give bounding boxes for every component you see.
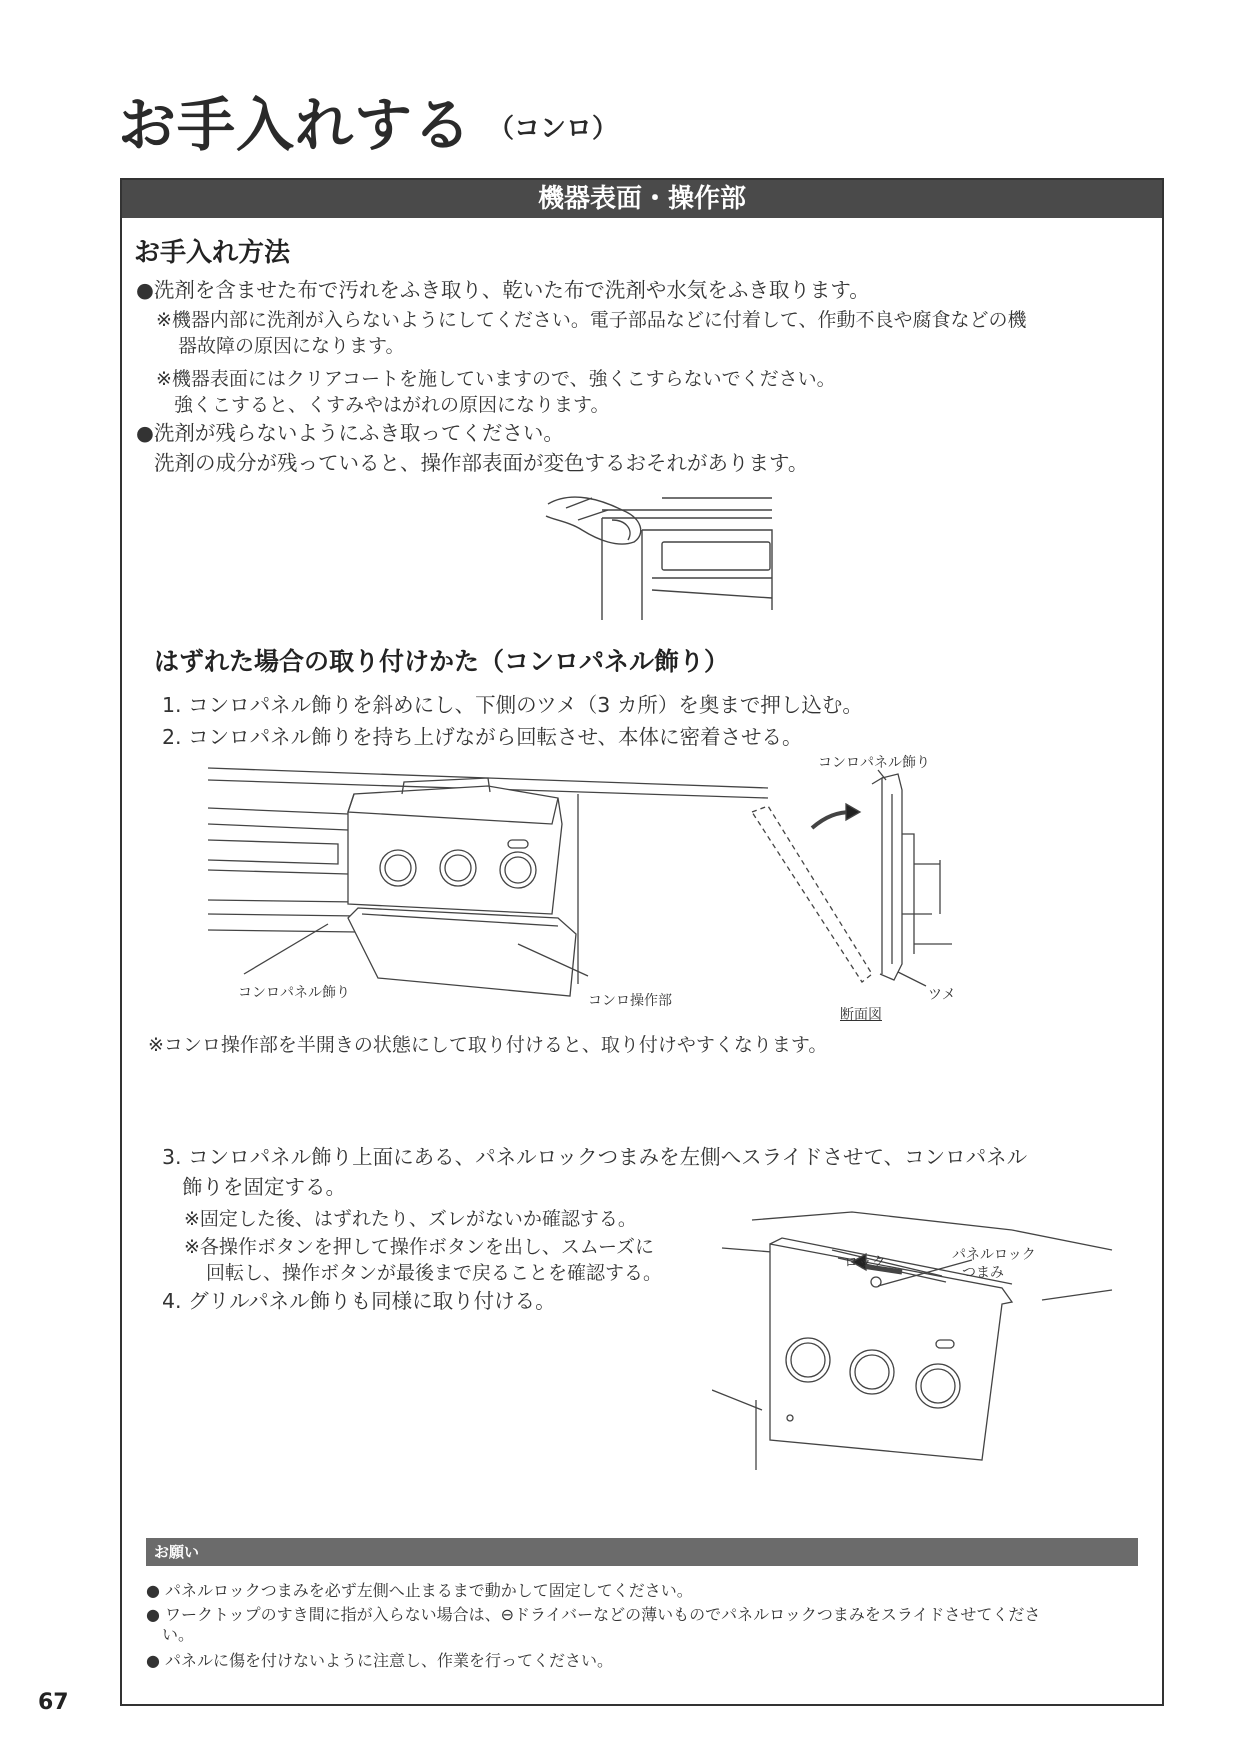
- request-2b: い。: [162, 1625, 195, 1644]
- method-note-2b: 強くこすると、くすみやはがれの原因になります。: [174, 394, 610, 416]
- page-number: 67: [38, 1690, 69, 1715]
- attach-note-4a: ※各操作ボタンを押して操作ボタンを出し、スムーズに: [184, 1236, 655, 1258]
- label-panel-trim-left: コンロパネル飾り: [238, 985, 350, 1001]
- page-subtitle: （コンロ）: [488, 114, 619, 144]
- request-2a: ● ワークトップのすき間に指が入らない場合は、⊖ドライバーなどの薄いものでパネルロックつまみをスライドさせてくださ: [146, 1605, 1041, 1624]
- label-claw: ツメ: [928, 987, 956, 1003]
- page-title: お手入れする: [118, 91, 473, 159]
- method-bullet-1: ●洗剤を含ませた布で汚れをふき取り、乾いた布で洗剤や水気をふき取ります。: [136, 278, 870, 302]
- method-note-1a: ※機器内部に洗剤が入らないようにしてください。電子部品などに付着して、作動不良や腐食などの機: [156, 309, 1027, 331]
- content-frame: [120, 178, 1164, 1706]
- request-heading: お願い: [146, 1538, 1138, 1566]
- attach-heading: はずれた場合の取り付けかた（コンロパネル飾り）: [154, 647, 730, 676]
- label-control-unit: コンロ操作部: [588, 993, 672, 1009]
- request-1: ● パネルロックつまみを必ず左側へ止まるまで動かして固定してください。: [146, 1581, 693, 1600]
- panel-attach-illustration: [208, 764, 768, 1010]
- panel-lock-illustration: [712, 1210, 1132, 1486]
- wiping-illustration: [542, 490, 782, 626]
- attach-note-4b: 回転し、操作ボタンが最後まで戻ることを確認する。: [206, 1262, 663, 1284]
- section-heading: 機器表面・操作部: [122, 180, 1162, 218]
- method-bullet-2-detail: 洗剤の成分が残っていると、操作部表面が変色するおそれがあります。: [154, 451, 809, 475]
- request-3: ● パネルに傷を付けないように注意し、作業を行ってください。: [146, 1651, 614, 1670]
- label-lock-knob-2: つまみ: [962, 1265, 1004, 1281]
- cross-section-illustration: [742, 754, 972, 1004]
- attach-step-4: 4. グリルパネル飾りも同様に取り付ける。: [162, 1289, 556, 1313]
- label-lock: ロック: [844, 1255, 886, 1271]
- method-heading: お手入れ方法: [134, 238, 291, 268]
- attach-note-3: ※固定した後、はずれたり、ズレがないか確認する。: [184, 1208, 637, 1230]
- attach-step-3b: 飾りを固定する。: [182, 1175, 346, 1199]
- method-bullet-2: ●洗剤が残らないようにふき取ってください。: [136, 421, 564, 445]
- label-lock-knob-1: パネルロック: [952, 1247, 1036, 1263]
- attach-step-1: 1. コンロパネル飾りを斜めにし、下側のツメ（3 カ所）を奥まで押し込む。: [162, 693, 863, 717]
- attach-step-2: 2. コンロパネル飾りを持ち上げながら回転させ、本体に密着させる。: [162, 725, 803, 749]
- method-note-2a: ※機器表面にはクリアコートを施していますので、強くこすらないでください。: [156, 368, 836, 390]
- label-panel-trim-right: コンロパネル飾り: [818, 755, 930, 771]
- attach-step-3a: 3. コンロパネル飾り上面にある、パネルロックつまみを左側へスライドさせて、コンロパネル: [162, 1145, 1028, 1169]
- method-note-1b: 器故障の原因になります。: [178, 335, 405, 357]
- label-cross-section: 断面図: [840, 1007, 882, 1023]
- attach-note: ※コンロ操作部を半開きの状態にして取り付けると、取り付けやすくなります。: [148, 1034, 828, 1056]
